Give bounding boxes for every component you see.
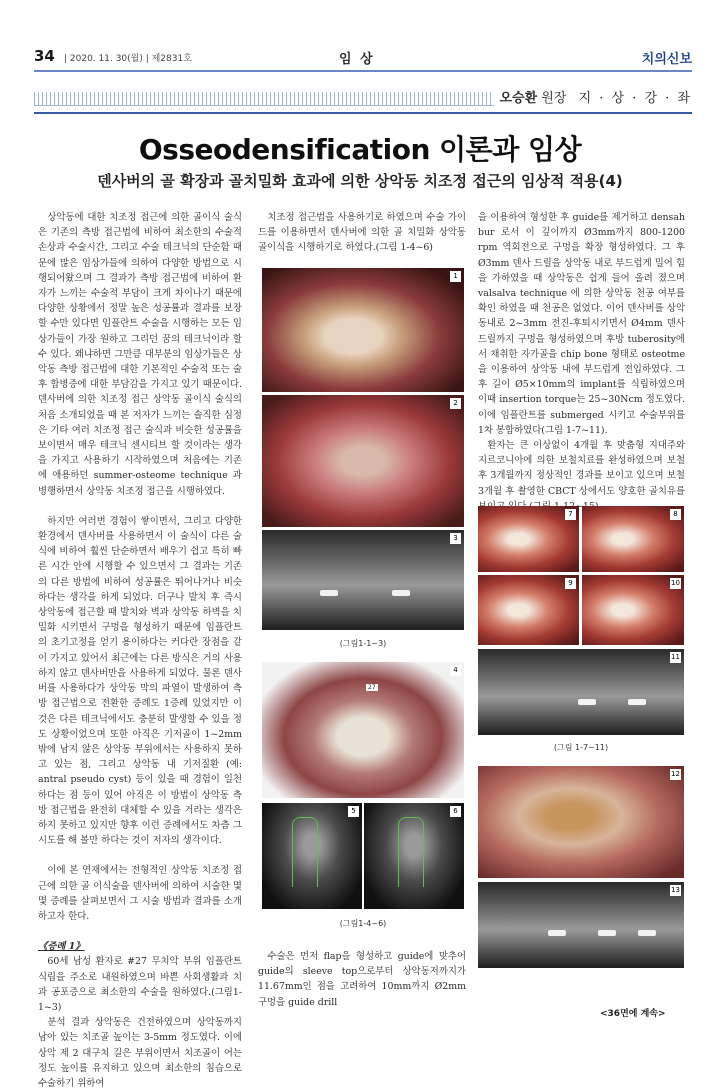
paragraph: 상악동에 대한 치조정 접근에 의한 골이식 술식은 기존의 측방 접근법에 비하여 최소한의 수술적 손상과 수술시간, 그리고 수술 테크닉의 단순함 때문에 많은 임상가들에 의하여 다양한 방법으로 시행되어왔으며 그 결과가 측방 접근법에 비하여 환자가 느끼는 수술적 부담이 크게 차이나기 때문에 다양한 상황에서 정말 높은 성공률과 결과를 보장할 수만 있다면 임플란트 수술을 시행하는 모든 임상가들이 가장 원하고 그리던 꿈의 테크닉이라 할 수 있다. 왜냐하면 그만큼 대부분의 임상가들은 상악동 측방 접근법에 대한 기본적인 수술적 또는 술후 합병증에 대한 부담감을 가지고 있기 때문이다. 덴사버에 의한 치조정 접근 상악동 골이식 술식의 처음 소개되었을 때 본 저자가 느끼는 솔직한 심정은 기타 여러 치조정 접근 술식과 비슷한 성공률을 보이면서 매우 테크닉 센시티브 할 것이라는 생각을 가지고 사용하기 시작하였으며 처음에는 기존에 애용하던 summer-osteome technique 과 병행하면서 상악동 치조정 접근을 시행하였다. xyxy=(38,212,242,497)
figure-5-ct-guide xyxy=(262,803,362,909)
figure-number: 1 xyxy=(450,271,461,282)
figure-number: 3 xyxy=(450,533,461,544)
article-subtitle: 덴사버의 골 확장과 골치밀화 효과에 의한 상악동 치조정 접근의 임상적 적용(4) xyxy=(97,172,623,190)
column-name: 지 · 상 · 강 · 좌 xyxy=(578,91,692,106)
figure-number: 2 xyxy=(450,398,461,409)
figure-number: 13 xyxy=(671,886,680,894)
figure-number: 11 xyxy=(671,653,680,661)
figure-number: 12 xyxy=(671,770,680,778)
issue-info: | 2020. 11. 30(월) | 제2831호 xyxy=(64,54,192,64)
figure-11-panoramic-xray xyxy=(478,649,684,735)
paragraph: 분석 결과 상악동은 건전하였으며 상악동까지 남아 있는 치조골 높이는 3-5mm 정도였다. 이에 상악 제 2 대구치 길은 부위이면서 치조골이 어는 정도 높이를 유지하고 있으며 최소한의 침습으로 수술하기 위하여 xyxy=(38,1017,242,1089)
series-divider xyxy=(34,112,692,114)
series-bar xyxy=(34,87,692,111)
article-title: Osseodensification 이론과 임상 xyxy=(138,133,582,166)
case-heading: 《증례 1》 xyxy=(38,941,85,953)
column-2-continued xyxy=(258,949,466,1010)
column-3 xyxy=(478,210,685,514)
figure-number: 8 xyxy=(670,509,681,520)
continued-notice: <36면에 계속> xyxy=(600,1009,666,1019)
implant-shadow xyxy=(598,930,616,936)
paragraph: 하지만 여러번 경험이 쌓이면서, 그리고 다양한 환경에서 덴사버를 사용하면서 이 술식이 다른 술식에 비하여 훨씬 단순하면서 배우기 쉽고 특히 빠른 시간 안에 시행할 수 있으면서 그 결과는 기존의 다른 방법에 비하여 성공률은 뛰어나거나 비슷하다는 생각을 하게 되었다. 더구나 발치 후 즉시 상악동에 접근할 때 발치와 벽과 상악동 하벽을 치밀화 시키면서 구멍을 형성하기 때문에 임플란트의 초기고정을 얻기 용이하다는 커다란 장점을 같이 가지고 있어서 최근에는 다른 방식은 거의 사용하지 않고 덴사버만을 사용하게 되었다. 물론 덴사버를 사용하다가 상악동 막의 파열이 발생하여 측방 접근법으로 전환한 증례도 1증례 있었지만 이것은 다른 테크닉에서도 충분히 발생할 수 있을 정도 상황이었으며 또한 아직은 기저골이 1~2mm밖에 남지 않은 상악동 부위에서는 사용하지 못하고 있는 점, 그리고 상악동 내 기저질환 (예: antral pseudo cyst) 등이 있을 때 경험이 일천하다는 점 등이 있어 아직은 이 방법이 상악동 측방 접근법을 완전히 대체할 수 있을 거라는 생각은 하지 못하고 있지만 향후 이런 증례에서도 차츰 그 시도를 해 볼만 하다는 것이 저자의 생각이다. xyxy=(38,515,242,847)
figure-7-photo xyxy=(478,506,579,572)
figure-3-panoramic-xray xyxy=(262,530,464,630)
page-header xyxy=(34,47,692,69)
author-name: 오승환 xyxy=(499,91,538,106)
newspaper-name: 치의신보 xyxy=(641,52,692,67)
figure-number: 6 xyxy=(450,806,461,817)
paragraph: 이에 본 연재에서는 전형적인 상악동 치조정 접근에 의한 골 이식술을 덴사버에 의하여 시술한 몇몇 증례를 살펴보면서 그 시술 방법과 결과를 소개하고자 한다. xyxy=(38,865,242,922)
author-role: 원장 xyxy=(541,91,567,106)
paragraph: 수술은 먼저 flap을 형성하고 guide에 맞추어 guide의 sleeve top으로부터 상악동저까지가 11.67mm인 점을 고려하여 10mm까지 Ø2mm 구멍을 guide drill xyxy=(258,951,466,1008)
tooth-label: 27 xyxy=(368,684,376,691)
figure-number: 9 xyxy=(565,578,576,589)
figure-number: 5 xyxy=(348,806,359,817)
column-2 xyxy=(258,210,466,256)
series-label xyxy=(489,87,692,111)
implant-shadow xyxy=(578,699,596,705)
figure-number: 10 xyxy=(671,579,680,587)
figure-1-photo xyxy=(262,268,464,392)
figure-2-photo xyxy=(262,395,464,527)
caption-figure-1-4-6: (그림1-4~6) xyxy=(339,919,387,928)
implant-shadow xyxy=(548,930,566,936)
paragraph: 치조정 접근법을 사용하기로 하였으며 수술 가이드를 이용하면서 덴사버에 의한 골 치밀화 상악동 골이식을 시행하기로 하였다.(그림 1-4~6) xyxy=(258,212,466,254)
implant-shadow xyxy=(320,590,338,596)
figure-number: 7 xyxy=(565,509,576,520)
caption-figure-1-7-11: (그림 1-7~11) xyxy=(553,743,609,752)
paragraph: 환자는 큰 이상없이 4개월 후 맞춤형 지대주와 지르코니아에 의한 보철치료를 완성하였으며 보철 후 3개월까지 정상적인 경과를 보이고 있으며 보철 3개월 후 촬영한 CBCT 상에서도 양호한 골치유를 xyxy=(478,440,685,497)
figure-13-panoramic-xray xyxy=(478,882,684,968)
section-name: 임 상 xyxy=(339,52,375,67)
page-number: 34 xyxy=(34,47,55,65)
figure-9-photo xyxy=(478,575,579,645)
implant-shadow xyxy=(638,930,656,936)
figure-8-photo xyxy=(582,506,684,572)
figure-6-ct-guide xyxy=(364,803,464,909)
figure-12-photo xyxy=(478,766,684,878)
decorative-ruler xyxy=(34,92,494,106)
figure-number: 4 xyxy=(450,665,461,676)
figure-4-3d-model xyxy=(262,662,464,798)
implant-shadow xyxy=(392,590,410,596)
paragraph: 을 이용하여 형성한 후 guide를 제거하고 densah bur 로서 이 깊이까지 Ø3mm까지 800-1200 rpm 역회전으로 구멍을 확장 형성하였다. 그 후 Ø3mm 덴사 드릴을 상악동 내로 부드럽게 밀어 힘을 가하였을 때 상악동은 쉽게 들어 올려 졌으며 valsalva technique 에 의한 상악동 천공 여부를 확인 하였을 때 천공은 없었다. 이어 덴사버를 상악동내로 2~3mm 전진-후퇴시키면서 Ø4mm 덴사 드릴까지 구멍을 형성하였으며 후방 tuberosity에서 채취한 자가골을 chip bone 형태로 osteotme을 이용하여 상악동 내에 부드럽게 전입하였다. 그 후 길이 Ø5×10mm의 implant를 식립하였으며 이때 insertion torque는 25~30Ncm 정도였다. 이에 임플란트를 submerged 시키고 수술부위를 1차 봉합하였다(그림 1-7~11). xyxy=(478,212,685,436)
caption-figure-1-1-3: (그림1-1~3) xyxy=(339,639,387,648)
guide-outline xyxy=(292,817,318,887)
figure-10-photo xyxy=(582,575,684,645)
header-divider xyxy=(34,70,692,72)
guide-outline xyxy=(398,817,424,887)
paragraph: 60세 남성 환자로 #27 무치악 부위 임플란트 식립을 주소로 내원하였으며 바쁜 사회생활과 치과 공포증으로 최소한의 수술을 원하였다.(그림1-1~3) xyxy=(38,956,242,1013)
column-1 xyxy=(38,210,242,1091)
implant-shadow xyxy=(628,699,646,705)
